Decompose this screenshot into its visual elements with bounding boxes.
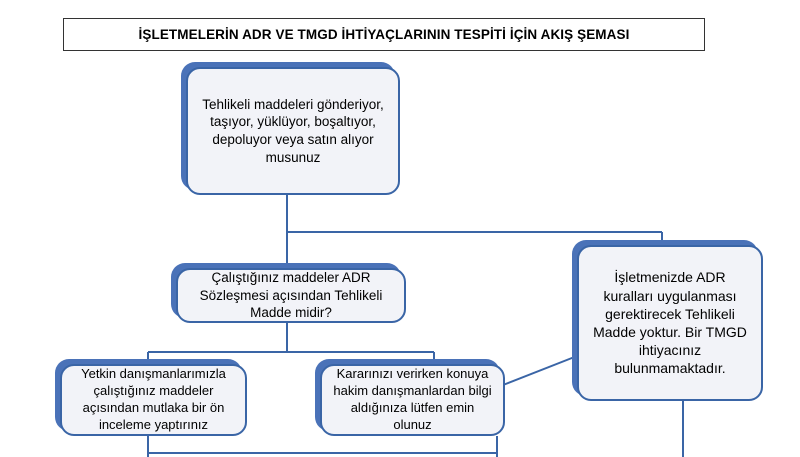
connector-expert-to-no-tmgd	[503, 356, 577, 385]
adr-question-box	[176, 268, 406, 323]
no-tmgd-text: İşletmenizde ADR kuralları uygulanması gerektirecek Tehlikeli Madde yoktur. Bir TMGD ihtiyacınız bulunmamaktadır.	[593, 269, 747, 377]
expert-info-text: Kararınızı verirken konuya hakim danışmanlardan bilgi aldığınıza lütfen emin olunuz	[333, 366, 492, 432]
start-question-box	[186, 67, 400, 195]
consult-advice-text: Yetkin danışmanlarımızla çalıştığınız maddeler açısından mutlaka bir ön inceleme yaptırınız	[81, 366, 226, 432]
start-question-text: Tehlikeli maddeleri gönderiyor, taşıyor, yüklüyor, boşaltıyor, depoluyor veya satın alıyor musunuz	[202, 96, 384, 165]
adr-question-text: Çalıştığınız maddeler ADR Sözleşmesi açısından Tehlikeli Madde midir?	[199, 270, 383, 321]
expert-info-box	[320, 364, 505, 436]
page-title: İŞLETMELERİN ADR VE TMGD İHTİYAÇLARININ TESPİTİ İÇİN AKIŞ ŞEMASI	[63, 18, 705, 51]
consult-advice-box	[60, 364, 247, 436]
no-tmgd-box	[577, 245, 763, 401]
